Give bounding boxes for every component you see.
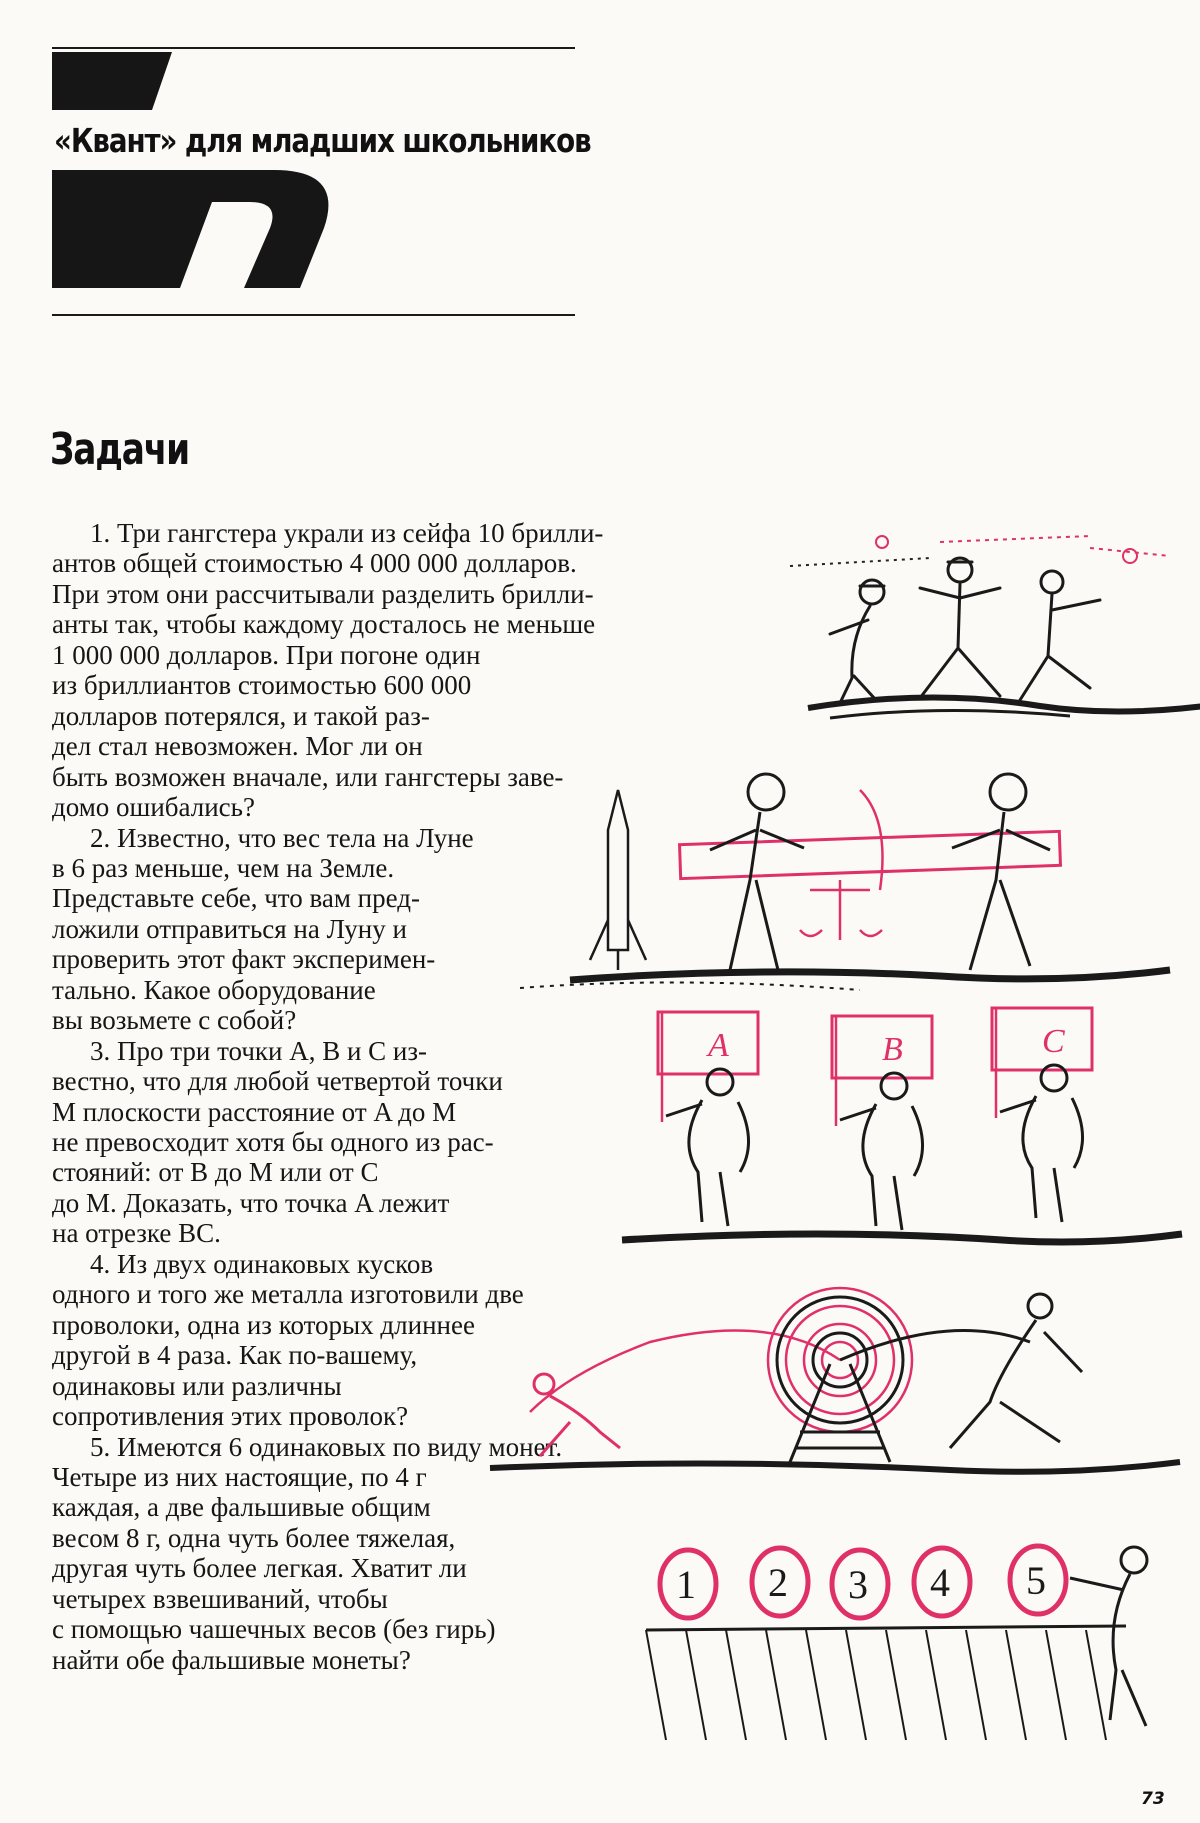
text-line: до M. Доказать, что точка A лежит <box>52 1187 450 1218</box>
text-line: другая чуть более легкая. Хватит ли <box>52 1553 467 1584</box>
coin-label-5: 5 <box>1026 1558 1046 1603</box>
flag-label-c: C <box>1042 1023 1065 1060</box>
kvant-logo <box>52 52 372 312</box>
text-line: 2. Известно, что вес тела на Луне <box>90 822 474 853</box>
text-line: проверить этот факт эксперимен- <box>52 944 436 975</box>
section-title: Задачи <box>50 424 190 475</box>
gangsters-illustration <box>790 528 1200 728</box>
text-line: проволоки, одна из которых длиннее <box>52 1309 475 1340</box>
text-line: ложили отправиться на Луну и <box>52 913 407 944</box>
header-top-rule <box>52 47 575 49</box>
coin-label-3: 3 <box>848 1562 868 1607</box>
text-line: в 6 раз меньше, чем на Земле. <box>52 852 395 883</box>
text-line: тально. Какое оборудование <box>52 974 376 1005</box>
text-line: стояний: от B до M или от C <box>52 1157 379 1188</box>
text-line: домо ошибались? <box>52 792 255 823</box>
text-line: Четыре из них настоящие, по 4 г <box>52 1461 427 1492</box>
text-line: M плоскости расстояние от A до M <box>52 1096 457 1127</box>
coin-label-2: 2 <box>768 1560 788 1605</box>
wires-illustration <box>470 1272 1190 1482</box>
text-line: Представьте себе, что вам пред- <box>52 883 420 914</box>
text-line: вы возьмете с собой? <box>52 1005 297 1036</box>
text-line: на отрезке BC. <box>52 1218 221 1249</box>
text-line: дел стал невозможен. Мог ли он <box>52 731 423 762</box>
flag-label-b: B <box>882 1031 903 1068</box>
text-line: с помощью чашечных весов (без гирь) <box>52 1614 496 1645</box>
text-line: другой в 4 раза. Как по-вашему, <box>52 1340 418 1371</box>
header-title: «Квант» для младших школьников <box>54 121 591 160</box>
text-line: 1. Три гангстера украли из сейфа 10 брилли- <box>90 518 604 548</box>
coin-label-1: 1 <box>676 1562 696 1607</box>
text-line: антов общей стоимостью 4 000 000 долларов. <box>52 548 577 579</box>
astronauts-illustration <box>560 770 1180 1000</box>
flags-illustration <box>622 1012 1182 1262</box>
text-line: каждая, а две фальшивые общим <box>52 1492 431 1523</box>
text-line: одного и того же металла изготовили две <box>52 1279 524 1310</box>
text-line: из бриллиантов стоимостью 600 000 <box>52 670 472 701</box>
text-line: не превосходит хотя бы одного из рас- <box>52 1127 494 1157</box>
flag-label-a: A <box>708 1027 729 1064</box>
text-line: 1 000 000 долларов. При погоне один <box>52 639 481 670</box>
text-line: При этом они рассчитывали разделить брилли- <box>52 578 594 609</box>
header-bottom-rule <box>52 314 575 316</box>
text-line: вестно, что для любой четвертой точки <box>52 1066 503 1097</box>
text-line: 3. Про три точки A, B и C из- <box>90 1035 428 1066</box>
text-line: анты так, чтобы каждому досталось не меньше <box>52 609 596 640</box>
page-number: 73 <box>1141 1789 1165 1809</box>
coins-illustration <box>646 1530 1200 1740</box>
text-line: одинаковы или различны <box>52 1370 342 1401</box>
text-line: весом 8 г, одна чуть более тяжелая, <box>52 1522 456 1553</box>
text-line: долларов потерялся, и такой раз- <box>52 700 430 731</box>
text-line: четырех взвешиваний, чтобы <box>52 1583 388 1614</box>
text-line: 4. Из двух одинаковых кусков <box>90 1248 434 1279</box>
coin-label-4: 4 <box>930 1560 950 1605</box>
text-line: 5. Имеются 6 одинаковых по виду монет. <box>90 1431 563 1462</box>
text-line: быть возможен вначале, или гангстеры заве- <box>52 761 564 792</box>
text-line: сопротивления этих проволок? <box>52 1401 409 1432</box>
text-line: найти обе фальшивые монеты? <box>52 1644 411 1675</box>
